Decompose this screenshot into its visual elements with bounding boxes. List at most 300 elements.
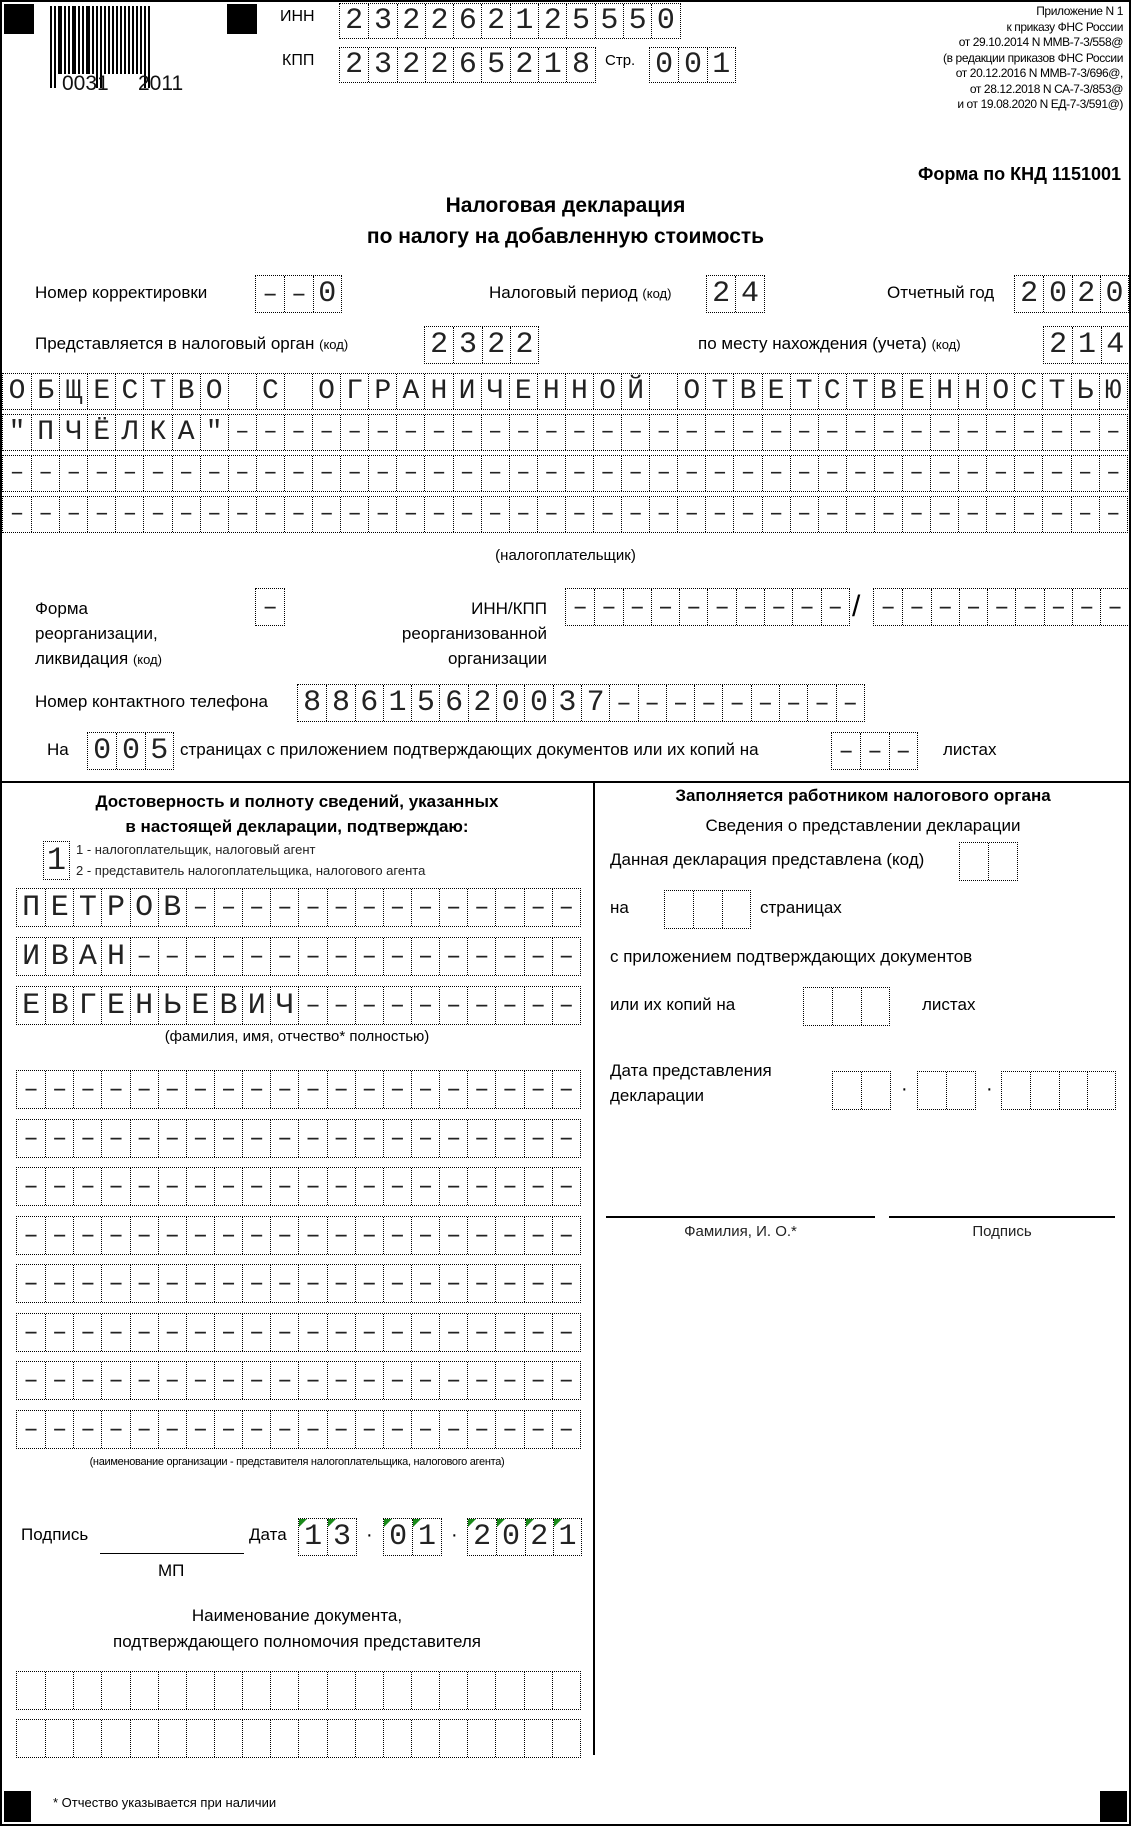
date-month-field[interactable] xyxy=(383,1518,442,1556)
cell[interactable] xyxy=(214,1672,242,1709)
cell[interactable]: – xyxy=(355,1314,383,1351)
cell[interactable] xyxy=(45,1672,73,1709)
location-code-field[interactable] xyxy=(1043,326,1130,364)
cell[interactable] xyxy=(355,1672,383,1709)
cell[interactable]: – xyxy=(355,1217,383,1254)
cell[interactable]: – xyxy=(764,589,792,625)
cell[interactable]: – xyxy=(45,1362,73,1399)
taxpayer-name-row[interactable] xyxy=(2,496,1128,533)
cell[interactable]: – xyxy=(958,415,986,450)
cell[interactable]: – xyxy=(818,456,846,491)
cell[interactable]: – xyxy=(298,1314,326,1351)
cell[interactable] xyxy=(552,1720,580,1757)
cell[interactable]: – xyxy=(651,589,679,625)
cell[interactable]: " xyxy=(8,417,26,448)
cell[interactable]: – xyxy=(818,415,846,450)
cell[interactable]: 2 xyxy=(482,327,510,363)
cell[interactable]: – xyxy=(214,889,242,926)
cell[interactable]: А xyxy=(73,938,101,975)
cell[interactable] xyxy=(552,1672,580,1709)
cell[interactable]: – xyxy=(73,1265,101,1302)
cell[interactable]: – xyxy=(186,1168,214,1205)
cell[interactable]: – xyxy=(1072,589,1100,625)
cell[interactable]: – xyxy=(495,1265,523,1302)
cell[interactable]: – xyxy=(130,1314,158,1351)
cell[interactable]: 0 xyxy=(655,48,674,82)
cell[interactable]: – xyxy=(439,1265,467,1302)
cell[interactable]: – xyxy=(270,1265,298,1302)
cell[interactable]: – xyxy=(736,589,764,625)
cell[interactable] xyxy=(524,1672,552,1709)
cell[interactable]: – xyxy=(355,987,383,1024)
cell[interactable]: – xyxy=(396,456,424,491)
cell[interactable]: 5 xyxy=(145,733,173,769)
cell[interactable]: – xyxy=(327,1411,355,1448)
cell[interactable]: – xyxy=(158,1362,186,1399)
cell[interactable]: – xyxy=(552,1411,580,1448)
cell[interactable]: – xyxy=(621,415,649,450)
cell[interactable]: – xyxy=(874,415,902,450)
cell[interactable]: – xyxy=(524,1168,552,1205)
cell[interactable]: Е xyxy=(902,374,930,409)
cell[interactable] xyxy=(524,1720,552,1757)
cell[interactable]: Е xyxy=(186,987,214,1024)
cell[interactable]: – xyxy=(467,889,495,926)
page-number-field[interactable] xyxy=(649,47,736,83)
cell[interactable]: – xyxy=(73,1217,101,1254)
cell[interactable]: – xyxy=(158,1411,186,1448)
cell[interactable]: – xyxy=(958,497,986,532)
cell[interactable]: – xyxy=(284,497,312,532)
cell[interactable]: – xyxy=(214,1314,242,1351)
cell[interactable]: – xyxy=(986,497,1014,532)
cell[interactable]: – xyxy=(214,1168,242,1205)
cell[interactable]: – xyxy=(327,1265,355,1302)
cell[interactable]: 2 xyxy=(397,48,425,82)
cell[interactable]: – xyxy=(101,1168,129,1205)
representative-org-row[interactable] xyxy=(16,1410,581,1449)
cell[interactable]: – xyxy=(23,1317,39,1347)
cell[interactable]: – xyxy=(524,987,552,1024)
cell[interactable]: – xyxy=(509,415,537,450)
cell[interactable]: – xyxy=(524,1217,552,1254)
cell[interactable]: – xyxy=(552,1071,580,1108)
cell[interactable]: – xyxy=(270,1071,298,1108)
cell[interactable] xyxy=(495,1720,523,1757)
cell[interactable] xyxy=(1002,1072,1030,1109)
patronymic-field[interactable] xyxy=(16,986,581,1025)
cell[interactable]: О xyxy=(312,374,340,409)
cell[interactable]: – xyxy=(31,497,59,532)
cell[interactable]: – xyxy=(411,987,439,1024)
signer-type-field[interactable] xyxy=(43,841,70,880)
cell[interactable]: 2 xyxy=(345,4,364,38)
cell[interactable]: – xyxy=(130,1168,158,1205)
cell[interactable]: – xyxy=(242,1411,270,1448)
cell[interactable]: – xyxy=(453,497,481,532)
cell[interactable]: – xyxy=(73,1168,101,1205)
cell[interactable]: 8 xyxy=(303,686,322,720)
cell[interactable]: – xyxy=(327,1314,355,1351)
cell[interactable]: – xyxy=(495,1120,523,1157)
cell[interactable] xyxy=(130,1672,158,1709)
cell[interactable]: – xyxy=(130,938,158,975)
cell[interactable]: – xyxy=(396,415,424,450)
cell[interactable]: – xyxy=(1042,415,1070,450)
cell[interactable]: – xyxy=(986,456,1014,491)
cell[interactable]: 2 xyxy=(525,1519,553,1555)
cell[interactable]: С xyxy=(818,374,846,409)
cell[interactable]: – xyxy=(1044,589,1072,625)
cell[interactable]: 8 xyxy=(566,48,594,82)
cell[interactable] xyxy=(1059,1072,1087,1109)
cell[interactable]: – xyxy=(846,415,874,450)
cell[interactable] xyxy=(495,1672,523,1709)
cell[interactable]: – xyxy=(262,279,278,309)
cell[interactable]: Т xyxy=(73,889,101,926)
cell[interactable] xyxy=(327,1672,355,1709)
cell[interactable] xyxy=(298,1672,326,1709)
cell[interactable]: – xyxy=(45,1314,73,1351)
cell[interactable]: – xyxy=(677,456,705,491)
cell[interactable]: – xyxy=(524,938,552,975)
cell[interactable]: – xyxy=(298,938,326,975)
cell[interactable]: О xyxy=(200,374,228,409)
cell[interactable]: – xyxy=(1042,497,1070,532)
cell[interactable]: – xyxy=(101,1217,129,1254)
cell[interactable]: – xyxy=(186,1411,214,1448)
taxpayer-name-row[interactable] xyxy=(2,373,1128,410)
cell[interactable]: – xyxy=(73,1120,101,1157)
cell[interactable] xyxy=(73,1672,101,1709)
cell[interactable]: – xyxy=(565,415,593,450)
tax-period-field[interactable] xyxy=(706,275,765,313)
first-name-field[interactable] xyxy=(16,937,581,976)
cell[interactable]: – xyxy=(439,1168,467,1205)
cell[interactable] xyxy=(665,891,693,928)
cell[interactable]: – xyxy=(467,1168,495,1205)
cell[interactable]: 5 xyxy=(481,48,509,82)
cell[interactable] xyxy=(298,1720,326,1757)
cell[interactable]: – xyxy=(59,456,87,491)
cell[interactable]: – xyxy=(552,1120,580,1157)
cell[interactable] xyxy=(101,1720,129,1757)
cell[interactable]: – xyxy=(270,938,298,975)
cell[interactable]: – xyxy=(467,1217,495,1254)
cell[interactable]: В xyxy=(874,374,902,409)
cell[interactable]: Т xyxy=(143,374,171,409)
cell[interactable]: – xyxy=(355,1071,383,1108)
cell[interactable]: – xyxy=(298,1217,326,1254)
cell[interactable]: – xyxy=(270,1314,298,1351)
cell[interactable]: – xyxy=(623,589,651,625)
cell[interactable]: – xyxy=(327,1362,355,1399)
cell[interactable]: – xyxy=(327,938,355,975)
cell[interactable]: – xyxy=(186,1265,214,1302)
cell[interactable]: 0 xyxy=(1100,276,1128,312)
representative-org-row[interactable] xyxy=(16,1216,581,1255)
cell[interactable]: – xyxy=(214,1411,242,1448)
cell[interactable]: 0 xyxy=(116,733,144,769)
cell[interactable]: – xyxy=(186,889,214,926)
cell[interactable]: – xyxy=(931,589,959,625)
cell[interactable] xyxy=(946,1072,974,1109)
authority-doc-field-1[interactable] xyxy=(16,1671,581,1710)
cell[interactable]: 6 xyxy=(453,4,481,38)
cell[interactable]: Б xyxy=(31,374,59,409)
cell[interactable]: – xyxy=(439,938,467,975)
cell[interactable] xyxy=(242,1672,270,1709)
cell[interactable]: 5 xyxy=(566,4,594,38)
cell[interactable]: Ё xyxy=(87,415,115,450)
cell[interactable]: – xyxy=(158,1314,186,1351)
cell[interactable]: – xyxy=(495,889,523,926)
cell[interactable]: – xyxy=(495,987,523,1024)
cell[interactable]: – xyxy=(1014,415,1042,450)
cell[interactable]: А xyxy=(172,415,200,450)
cell[interactable]: 2 xyxy=(397,4,425,38)
cell[interactable]: – xyxy=(383,1120,411,1157)
cell[interactable]: – xyxy=(214,1071,242,1108)
date-year-field[interactable] xyxy=(467,1518,582,1556)
cell[interactable]: – xyxy=(228,415,256,450)
cell[interactable]: Е xyxy=(762,374,790,409)
cell[interactable]: А xyxy=(396,374,424,409)
cell[interactable]: – xyxy=(383,1411,411,1448)
cell[interactable]: – xyxy=(242,1120,270,1157)
submitted-code-field[interactable] xyxy=(959,842,1018,881)
cell[interactable]: 1 xyxy=(383,685,411,721)
cell[interactable]: – xyxy=(649,497,677,532)
cell[interactable]: – xyxy=(880,592,896,622)
cell[interactable]: – xyxy=(524,1071,552,1108)
cell[interactable]: – xyxy=(751,685,779,721)
cell[interactable]: – xyxy=(467,938,495,975)
cell[interactable]: Р xyxy=(368,374,396,409)
cell[interactable]: – xyxy=(298,1120,326,1157)
cell[interactable]: 2 xyxy=(712,277,731,311)
cell[interactable]: – xyxy=(874,497,902,532)
cell[interactable]: – xyxy=(733,415,761,450)
cell[interactable]: – xyxy=(439,889,467,926)
cell[interactable]: – xyxy=(327,889,355,926)
cell[interactable]: – xyxy=(1014,456,1042,491)
cell[interactable]: – xyxy=(214,1362,242,1399)
cell[interactable]: – xyxy=(340,415,368,450)
cell[interactable]: 1 xyxy=(46,842,67,879)
cell[interactable] xyxy=(45,1720,73,1757)
cell[interactable]: – xyxy=(101,1411,129,1448)
cell[interactable]: – xyxy=(242,1314,270,1351)
cell[interactable]: – xyxy=(9,460,25,487)
cell[interactable]: – xyxy=(355,889,383,926)
cell[interactable]: – xyxy=(411,1362,439,1399)
cell[interactable]: – xyxy=(609,685,637,721)
cell[interactable]: – xyxy=(902,497,930,532)
taxpayer-name-row[interactable] xyxy=(2,455,1128,492)
cell[interactable]: – xyxy=(31,456,59,491)
cell[interactable]: 2 xyxy=(468,685,496,721)
cell[interactable]: – xyxy=(327,1168,355,1205)
cell[interactable]: – xyxy=(383,987,411,1024)
cell[interactable]: 1 xyxy=(707,48,735,82)
cell[interactable]: – xyxy=(733,497,761,532)
cell[interactable]: Г xyxy=(340,374,368,409)
cell[interactable]: – xyxy=(214,1265,242,1302)
cell[interactable]: – xyxy=(411,1217,439,1254)
cell[interactable]: – xyxy=(186,1314,214,1351)
cell[interactable]: – xyxy=(762,415,790,450)
cell[interactable] xyxy=(214,1720,242,1757)
cell[interactable]: – xyxy=(186,1217,214,1254)
cell[interactable] xyxy=(960,843,988,880)
cell[interactable]: – xyxy=(1071,456,1099,491)
cell[interactable]: " xyxy=(200,415,228,450)
cell[interactable]: – xyxy=(1099,456,1127,491)
cell[interactable]: О xyxy=(593,374,621,409)
cell[interactable]: – xyxy=(552,889,580,926)
cell[interactable]: – xyxy=(467,1265,495,1302)
cell[interactable]: – xyxy=(214,938,242,975)
cell[interactable]: – xyxy=(256,497,284,532)
cell[interactable]: – xyxy=(1042,456,1070,491)
cell[interactable]: – xyxy=(298,1265,326,1302)
cell[interactable]: П xyxy=(22,890,41,925)
cell[interactable] xyxy=(17,1720,45,1757)
cell[interactable]: – xyxy=(411,1168,439,1205)
cell[interactable]: – xyxy=(158,1120,186,1157)
date-day-field[interactable] xyxy=(298,1518,357,1556)
cell[interactable]: – xyxy=(87,456,115,491)
authority-pages-field[interactable] xyxy=(664,890,751,929)
cell[interactable]: – xyxy=(495,1411,523,1448)
cell[interactable]: – xyxy=(959,589,987,625)
cell[interactable]: – xyxy=(677,415,705,450)
cell[interactable]: – xyxy=(101,1265,129,1302)
cell[interactable]: – xyxy=(411,938,439,975)
representative-org-row[interactable] xyxy=(16,1264,581,1303)
cell[interactable]: – xyxy=(649,415,677,450)
cell[interactable]: – xyxy=(368,415,396,450)
cell[interactable]: – xyxy=(552,1168,580,1205)
cell[interactable]: – xyxy=(23,1414,39,1444)
cell[interactable]: – xyxy=(59,497,87,532)
cell[interactable]: – xyxy=(565,456,593,491)
authority-signature-line[interactable] xyxy=(889,1216,1115,1218)
cell[interactable]: – xyxy=(355,938,383,975)
cell[interactable]: – xyxy=(284,415,312,450)
cell[interactable]: – xyxy=(649,456,677,491)
cell[interactable]: – xyxy=(242,1362,270,1399)
correction-number-field[interactable] xyxy=(255,275,342,313)
cell[interactable]: – xyxy=(383,1314,411,1351)
cell[interactable]: Ю xyxy=(1099,374,1127,409)
cell[interactable]: – xyxy=(1071,497,1099,532)
cell[interactable]: 1 xyxy=(299,1519,327,1555)
cell[interactable]: В xyxy=(45,938,73,975)
cell[interactable]: 4 xyxy=(735,276,763,312)
cell[interactable]: – xyxy=(762,497,790,532)
cell[interactable]: – xyxy=(705,456,733,491)
cell[interactable] xyxy=(270,1720,298,1757)
cell[interactable]: – xyxy=(23,1123,39,1153)
cell[interactable]: – xyxy=(958,456,986,491)
cell[interactable]: – xyxy=(256,415,284,450)
cell[interactable]: – xyxy=(383,1362,411,1399)
cell[interactable]: 1 xyxy=(1072,327,1100,363)
cell[interactable]: – xyxy=(694,685,722,721)
cell[interactable]: – xyxy=(1014,497,1042,532)
cell[interactable]: 3 xyxy=(553,685,581,721)
cell[interactable]: И xyxy=(22,939,41,974)
cell[interactable]: 1 xyxy=(553,1519,581,1555)
reorganized-inn-field[interactable] xyxy=(565,588,850,626)
cell[interactable]: – xyxy=(874,456,902,491)
cell[interactable]: – xyxy=(1071,415,1099,450)
cell[interactable]: – xyxy=(101,1314,129,1351)
cell[interactable]: – xyxy=(130,1217,158,1254)
cell[interactable] xyxy=(722,891,750,928)
cell[interactable]: – xyxy=(621,456,649,491)
cell[interactable]: – xyxy=(593,415,621,450)
cell[interactable] xyxy=(355,1720,383,1757)
cell[interactable]: 2 xyxy=(510,327,538,363)
authority-fio-line[interactable] xyxy=(606,1216,875,1218)
cell[interactable]: – xyxy=(383,1217,411,1254)
cell[interactable]: 2 xyxy=(1020,277,1039,311)
cell[interactable]: – xyxy=(143,456,171,491)
cell[interactable]: 2 xyxy=(425,4,453,38)
cell[interactable]: – xyxy=(45,1120,73,1157)
cell[interactable]: – xyxy=(411,889,439,926)
cell[interactable]: – xyxy=(439,987,467,1024)
cell[interactable]: 0 xyxy=(384,1519,412,1555)
cell[interactable]: 3 xyxy=(327,1519,355,1555)
cell[interactable]: – xyxy=(467,1314,495,1351)
cell[interactable]: – xyxy=(143,497,171,532)
cell[interactable]: Е xyxy=(45,889,73,926)
cell[interactable] xyxy=(17,1672,45,1709)
cell[interactable]: К xyxy=(143,415,171,450)
cell[interactable]: – xyxy=(552,1314,580,1351)
cell[interactable] xyxy=(73,1720,101,1757)
cell[interactable] xyxy=(411,1720,439,1757)
cell[interactable]: – xyxy=(23,1269,39,1298)
cell[interactable]: – xyxy=(242,889,270,926)
cell[interactable]: – xyxy=(45,1217,73,1254)
cell[interactable] xyxy=(1030,1072,1058,1109)
cell[interactable]: – xyxy=(270,1168,298,1205)
report-year-field[interactable] xyxy=(1014,275,1129,313)
cell[interactable] xyxy=(467,1720,495,1757)
cell[interactable]: – xyxy=(262,592,278,622)
cell[interactable]: – xyxy=(186,1362,214,1399)
cell[interactable]: Е xyxy=(509,374,537,409)
cell[interactable]: – xyxy=(838,736,854,766)
cell[interactable]: – xyxy=(439,1411,467,1448)
cell[interactable]: Е xyxy=(22,988,41,1023)
cell[interactable]: – xyxy=(537,415,565,450)
cell[interactable]: 2 xyxy=(1049,328,1068,362)
cell[interactable]: – xyxy=(930,415,958,450)
cell[interactable] xyxy=(833,1072,861,1109)
cell[interactable]: – xyxy=(186,938,214,975)
cell[interactable]: 3 xyxy=(368,48,396,82)
cell[interactable]: – xyxy=(453,415,481,450)
cell[interactable]: 0 xyxy=(1043,276,1071,312)
cell[interactable]: Р xyxy=(101,889,129,926)
cell[interactable]: – xyxy=(439,1314,467,1351)
